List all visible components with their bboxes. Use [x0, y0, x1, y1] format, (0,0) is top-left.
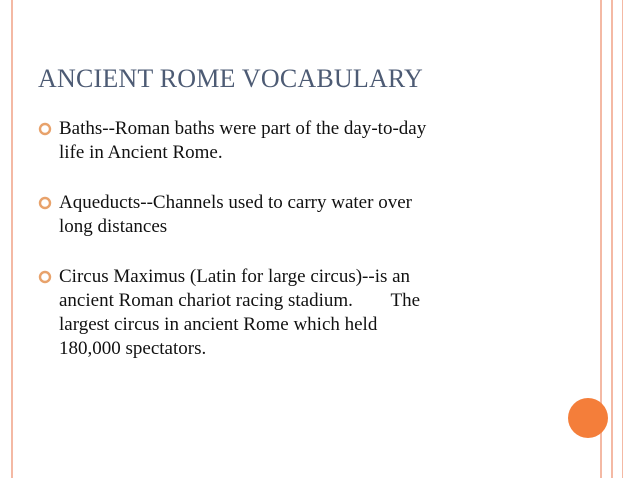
bullet-text-line: 180,000 spectators.	[59, 338, 207, 359]
bullet-item-circus-maximus	[38, 265, 558, 361]
bullet-text-line: Circus Maximus (Latin for large circus)--is an	[59, 266, 411, 287]
hollow-circle-bullet-icon	[38, 196, 52, 210]
bullet-text-line: life in Ancient Rome.	[59, 142, 223, 163]
bullet-text-line: ancient Roman chariot racing stadium. The	[59, 290, 421, 311]
bullet-text-line: long distances	[59, 216, 168, 237]
bullet-item-baths	[38, 117, 558, 165]
bullet-text-line: Baths--Roman baths were part of the day-to-day	[59, 118, 427, 139]
slide-title: ANCIENT ROME VOCABULARY	[38, 64, 424, 93]
right-border-line-2	[611, 0, 613, 478]
left-border-line	[11, 0, 13, 478]
hollow-circle-bullet-icon	[38, 270, 52, 284]
hollow-circle-bullet-icon	[38, 122, 52, 136]
bullet-item-aqueducts	[38, 191, 558, 239]
bullet-text-line: largest circus in ancient Rome which held	[59, 314, 378, 335]
bullet-list	[38, 117, 558, 387]
orange-circle-icon	[568, 398, 608, 438]
right-border-line-3	[622, 0, 623, 478]
bullet-text-line: Aqueducts--Channels used to carry water over	[59, 192, 412, 213]
